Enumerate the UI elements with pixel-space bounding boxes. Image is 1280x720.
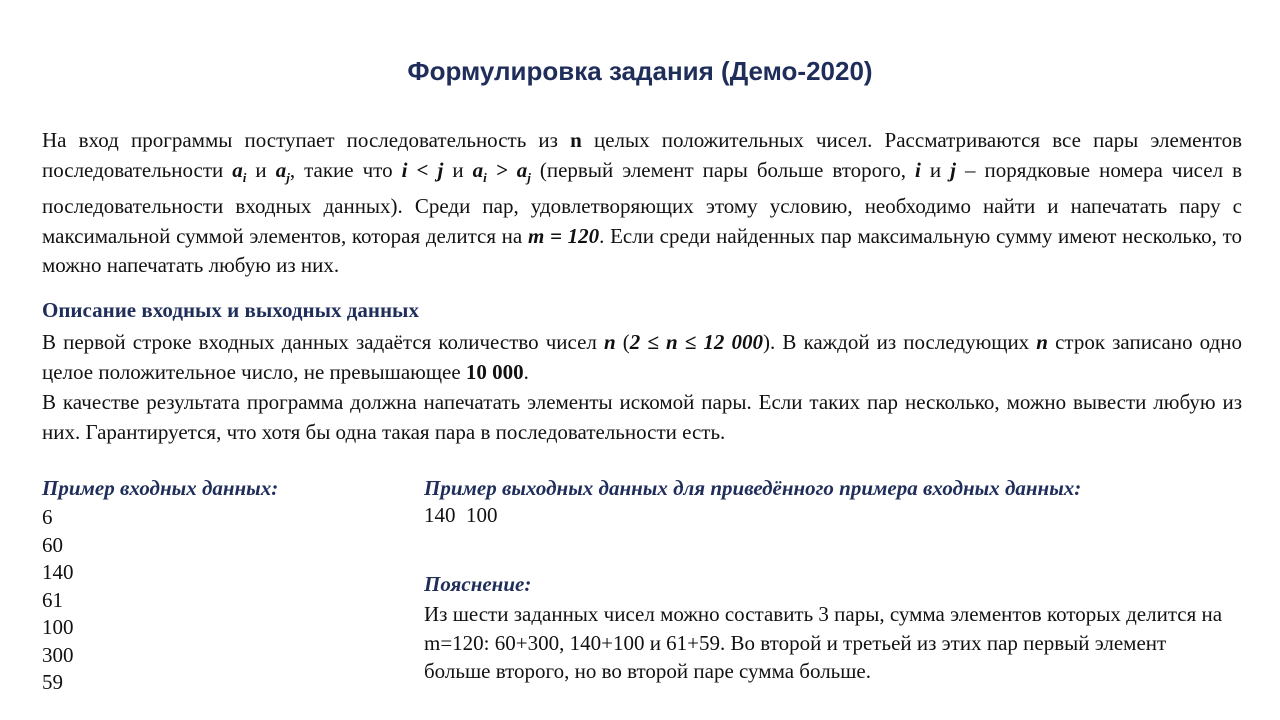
example-input-list bbox=[42, 504, 74, 697]
list-item: 140 bbox=[42, 560, 74, 584]
list-item: 6 bbox=[42, 505, 53, 529]
task-statement: На вход программы поступает последовательность из n целых положительных чисел. Рассматриваются все пары элементов последовательности $a_i$ и $a_j$, такие что i < j и $a_i > a_j$ (первый элемент пары больше второго, i и j – порядковые номера чисел в последовательности входных данных). Среди пар, удовлетворяющих этому условию, необходимо найти и напечатать пару с максимальной суммой элементов, которая делится на m = 120. Если среди найденных пар максимальную сумму имеют несколько, то можно напечатать любую из них. bbox=[42, 128, 1242, 278]
output-description: В качестве результата программа должна напечатать элементы искомой пары. Если таких пар несколько, можно вывести любую из них. Гарантируется, что хотя бы одна такая пара в последовательности есть. bbox=[42, 390, 1242, 444]
example-output-heading: Пример выходных данных для приведённого примера входных данных: bbox=[424, 476, 1082, 500]
page-title: Формулировка задания (Демо-2020) bbox=[407, 56, 873, 86]
explanation-text: Из шести заданных чисел можно составить 3 пары, сумма элементов которых делится на m=120: 60+300, 140+100 и 61+59. Во второй и третьей из этих пар первый элемент больше второго, но во второй паре сумма больше. bbox=[424, 602, 1223, 683]
io-description-heading: Описание входных и выходных данных bbox=[42, 298, 419, 322]
list-item: 300 bbox=[42, 642, 74, 667]
list-item: 59 bbox=[42, 670, 63, 694]
list-item: 61 bbox=[42, 587, 63, 612]
explanation-heading: Пояснение: bbox=[424, 572, 532, 596]
example-input-heading: Пример входных данных: bbox=[42, 476, 279, 500]
list-item: 60 bbox=[42, 532, 63, 557]
list-item: 100 bbox=[42, 615, 74, 639]
input-description: В первой строке входных данных задаётся количество чисел n (2 ≤ n ≤ 12 000). В каждой из последующих n строк записано одно целое положительное число, не превышающее 10 000. bbox=[42, 330, 1242, 384]
example-output-value: 140 100 bbox=[424, 503, 498, 527]
